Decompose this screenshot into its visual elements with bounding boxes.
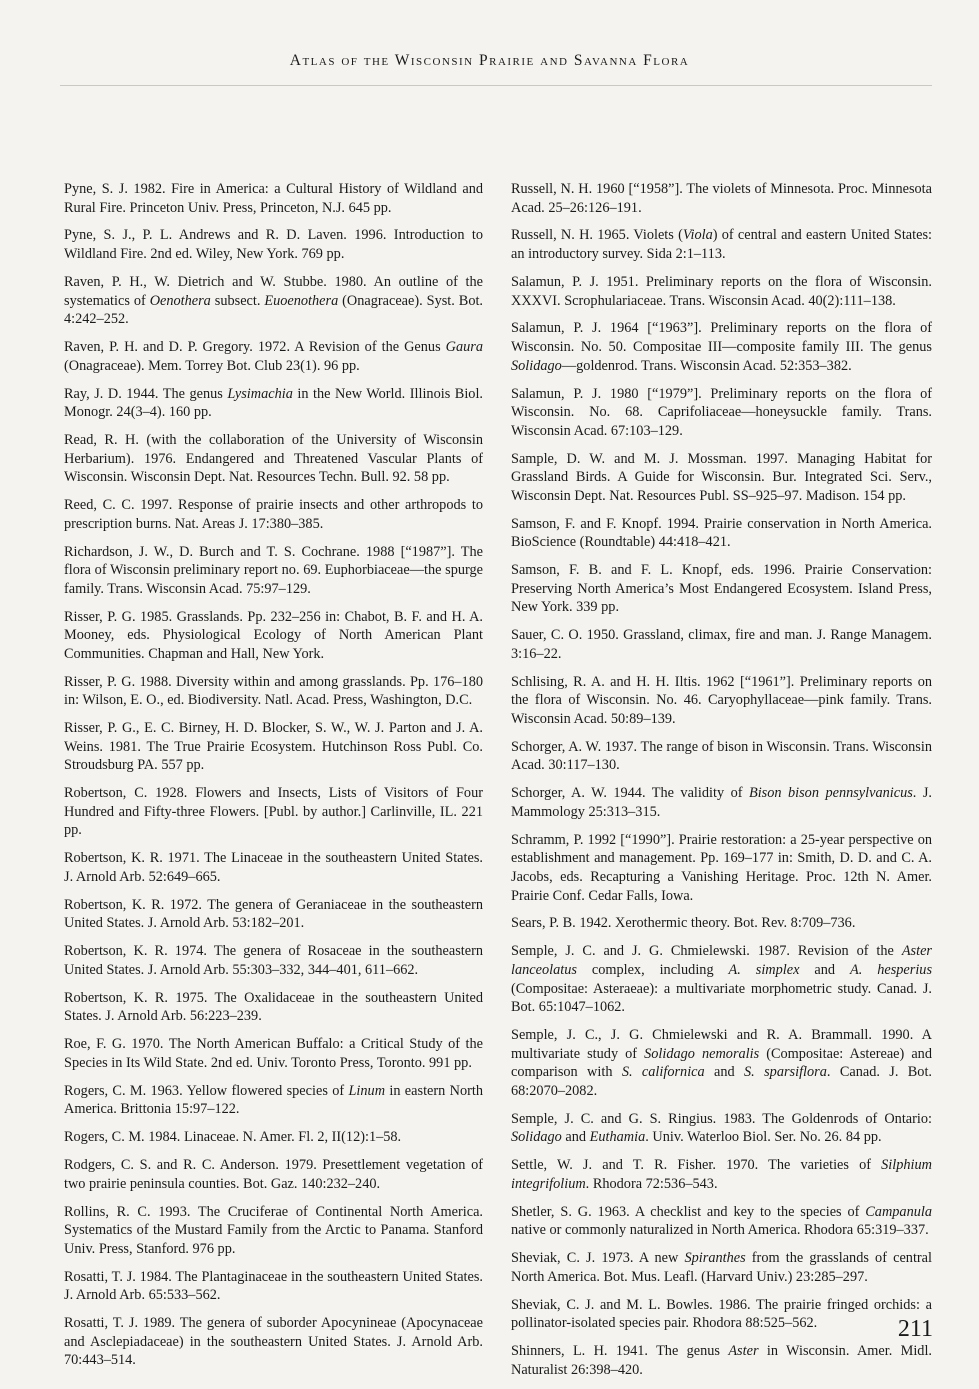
reference-entry [64,1156,483,1193]
reference-text: Schorger, A. W. 1937. The range of bison in Wisconsin. Trans. Wisconsin Acad. 30:117–130. [511,738,932,774]
references-left-column [64,180,483,1379]
reference-text: Rogers, C. M. 1984. Linaceae. N. Amer. Fl. 2, II(12):1–58. [64,1129,402,1146]
reference-entry [64,719,483,775]
reference-text: —goldenrod. Trans. Wisconsin Acad. 52:353–382. [561,357,852,374]
reference-entry [64,431,483,487]
reference-text: Roe, F. G. 1970. The North American Buffalo: a Critical Study of the Species in Its Wild State. 2nd ed. Univ. Toronto Press, Toronto. 991 pp. [64,1036,483,1071]
reference-entry [64,1203,483,1259]
reference-entry [64,989,483,1026]
reference-text: Sheviak, C. J. 1973. A new [511,1250,685,1267]
taxon-name: Aster [728,1343,759,1360]
taxon-name: Euthamia [589,1129,646,1146]
reference-entry [64,1035,483,1072]
reference-text: (Compositae: Astereae) and comparison with [511,1045,932,1081]
reference-text: Rosatti, T. J. 1984. The Plantaginaceae in the southeastern United States. J. Arnold Arb. 65:533–562. [64,1268,483,1304]
reference-text: Salamun, P. J. 1980 [“1979”]. Preliminary reports on the flora of Wisconsin. No. 68. Caprifoliaceae—honeysuckle family. Trans. Wisconsin Acad. 67:103–129. [511,385,932,439]
reference-text: and [799,961,850,978]
taxon-name: Spiranthes [684,1250,746,1267]
reference-text: in Wisconsin. Amer. Midl. Naturalist 26:398–420. [511,1343,932,1378]
reference-entry [511,1203,932,1240]
references-right-column [511,180,932,1389]
reference-text: Ray, J. D. 1944. The genus [64,385,228,402]
reference-text: Russell, N. H. 1965. Violets ( [511,227,683,244]
reference-text: Semple, J. C. and G. S. Ringius. 1983. The Goldenrods of Ontario: [511,1110,932,1127]
reference-text: Schramm, P. 1992 [“1990”]. Prairie restoration: a 25-year perspective on establishment and management. Pp. 169–177 in: Smith, D. D. and C. A. Jacobs, eds. Recapturing a Vanishing Heritage. Proc. 12th N. Amer. Prairie Conf. Cedar Falls, Iowa. [511,831,932,904]
reference-text: (Compositae: Asteraeae): a multivariate morphometric study. Canad. J. Bot. 65:1047–1062. [511,980,932,1016]
reference-text: subsect. [210,292,265,309]
reference-text: Pyne, S. J. 1982. Fire in America: a Cultural History of Wildland and Rural Fire. Princeton Univ. Press, Princeton, N.J. 645 pp. [64,181,483,216]
reference-entry [511,626,932,663]
reference-text: Schlising, R. A. and H. H. Iltis. 1962 [“1961”]. Preliminary reports on the flora of Wisconsin. No. 46. Caryophyllaceae—pink family. Trans. Wisconsin Acad. 50:89–139. [511,673,932,727]
reference-text: . Rhodora 72:536–543. [585,1175,718,1192]
taxon-name: Viola [682,227,713,244]
reference-entry [511,1342,932,1379]
reference-text: Robertson, C. 1928. Flowers and Insects, Lists of Visitors of Four Hundred and Fifty-three Flowers. [Publ. by author.] Carlinville, IL. 221 pp. [64,785,483,839]
reference-text: ) of central and eastern United States: an introductory survey. Sida 2:1–113. [511,227,932,263]
reference-entry [511,673,932,729]
taxon-name: S. californica [621,1064,705,1081]
reference-text: Salamun, P. J. 1951. Preliminary reports on the flora of Wisconsin. XXXVI. Scrophulariaceae. Trans. Wisconsin Acad. 40(2):111–138. [511,273,932,309]
reference-text: Rosatti, T. J. 1989. The genera of suborder Apocynineae (Apocynaceae and Asclepiadaceae) in the southeastern United States. J. Arnold Arb. 70:443–514. [64,1315,483,1369]
reference-text: Pyne, S. J., P. L. Andrews and R. D. Laven. 1996. Introduction to Wildland Fire. 2nd ed. Wiley, New York. 769 pp. [64,227,483,263]
taxon-name: Bison bison pennsylvanicus [748,785,913,802]
reference-text: Semple, J. C., J. G. Chmielewski and R. A. Brammall. 1990. A multivariate study of [511,1027,932,1062]
reference-text: (Onagraceae). Syst. Bot. 4:242–252. [64,292,484,328]
reference-entry [64,385,483,422]
reference-entry [511,784,932,821]
reference-entry [64,496,483,533]
reference-text: Raven, P. H. and D. P. Gregory. 1972. A Revision of the Genus [64,339,446,356]
reference-text: Salamun, P. J. 1964 [“1963”]. Preliminary reports on the flora of Wisconsin. No. 50. Compositae III—composite family III. The genus [511,320,932,356]
taxon-name: Euoenothera [264,292,339,309]
reference-text: Shinners, L. H. 1941. The genus [511,1343,729,1360]
reference-entry [64,1082,483,1119]
reference-text: complex, including [576,961,729,978]
taxon-name: Gaura [445,339,483,356]
taxon-name: Campanula [865,1203,932,1220]
reference-text: Semple, J. C. and J. G. Chmielewski. 1987. Revision of the [511,943,902,960]
reference-text: Samson, F. B. and F. L. Knopf, eds. 1996. Prairie Conservation: Preserving North America’s Most Endangered Ecosystem. Island Press, New York. 339 pp. [511,562,932,616]
reference-entry [511,385,932,441]
reference-entry [64,942,483,979]
reference-text: . J. Mammology 25:313–315. [511,785,932,820]
reference-text: Settle, W. J. and T. R. Fisher. 1970. The varieties of [511,1157,882,1174]
header-rule [60,85,932,86]
taxon-name: Lysimachia [227,385,293,402]
reference-text: Rollins, R. C. 1993. The Cruciferae of Continental North America. Systematics of the Mustard Family from the Arctic to Panama. Stanford Univ. Press, Stanford. 976 pp. [64,1203,483,1257]
reference-text: and [561,1129,590,1146]
reference-text: and [704,1064,745,1081]
reference-text: Risser, P. G. 1985. Grasslands. Pp. 232–256 in: Chabot, B. F. and H. A. Mooney, eds. Physiological Ecology of North American Plant Communities. Chapman and Hall, New York. [64,608,483,662]
reference-entry [511,319,932,375]
taxon-name: S. sparsiflora [744,1064,827,1081]
reference-text: (Onagraceae). Mem. Torrey Bot. Club 23(1). 96 pp. [64,357,360,374]
reference-text: Shetler, S. G. 1963. A checklist and key to the species of [511,1203,866,1220]
reference-entry [511,738,932,775]
reference-entry [511,1249,932,1286]
reference-text: . Univ. Waterloo Biol. Ser. No. 26. 84 pp. [645,1129,882,1146]
reference-entry [64,896,483,933]
reference-entry [64,180,483,217]
running-header: Atlas of the Wisconsin Prairie and Savanna Flora [289,52,690,69]
reference-text: Sears, P. B. 1942. Xerothermic theory. Bot. Rev. 8:709–736. [511,915,856,932]
reference-text: in eastern North America. Brittonia 15:97–122. [64,1082,483,1118]
reference-entry [511,1156,932,1193]
reference-entry [64,1314,483,1370]
reference-text: Reed, C. C. 1997. Response of prairie insects and other arthropods to prescription burns. Nat. Areas J. 17:380–385. [64,497,483,532]
reference-entry [64,338,483,375]
page-number: 211 [897,1316,933,1342]
taxon-name: Oenothera [149,292,211,309]
reference-entry [511,914,932,933]
taxon-name: Solidago [511,357,562,374]
reference-entry [64,226,483,263]
taxon-name: Solidago nemoralis [644,1045,760,1062]
reference-entry [511,1026,932,1100]
reference-text: Risser, P. G., E. C. Birney, H. D. Blocker, S. W., W. J. Parton and J. A. Weins. 1981. The True Prairie Ecosystem. Hutchinson Ross Publ. Co. Stroudsburg PA. 557 pp. [64,720,483,774]
reference-entry [511,273,932,310]
reference-entry [511,942,932,1016]
reference-text: Rodgers, C. S. and R. C. Anderson. 1979. Presettlement vegetation of two prairie peninsula counties. Bot. Gaz. 140:232–240. [64,1157,483,1192]
reference-entry [64,273,483,329]
taxon-name: Aster lanceolatus [511,943,932,978]
taxon-name: Silphium integrifolium [511,1157,932,1192]
reference-entry [511,831,932,905]
reference-text: Raven, P. H., W. Dietrich and W. Stubbe. 1980. An outline of the systematics of [64,273,483,309]
reference-entry [64,608,483,664]
reference-entry [511,180,932,217]
reference-entry [511,1296,932,1333]
reference-entry [511,1110,932,1147]
reference-text: Sauer, C. O. 1950. Grassland, climax, fire and man. J. Range Managem. 3:16–22. [511,627,932,662]
reference-entry [64,849,483,886]
reference-entry [64,543,483,599]
reference-text: native or commonly naturalized in North America. Rhodora 65:319–337. [511,1222,929,1239]
reference-text: . Canad. J. Bot. 68:2070–2082. [511,1064,933,1099]
reference-text: Robertson, K. R. 1974. The genera of Rosaceae in the southeastern United States. J. Arnold Arb. 55:303–332, 344–401, 611–662. [64,943,483,978]
reference-text: Rogers, C. M. 1963. Yellow flowered species of [64,1082,349,1099]
reference-text: Samson, F. and F. Knopf. 1994. Prairie conservation in North America. BioScience (Roundtable) 44:418–421. [511,515,932,551]
taxon-name: Linum [348,1082,386,1099]
reference-text: Schorger, A. W. 1944. The validity of [511,785,749,802]
reference-text: Robertson, K. R. 1972. The genera of Geraniaceae in the southeastern United States. J. Arnold Arb. 53:182–201. [64,896,483,932]
reference-text: Richardson, J. W., D. Burch and T. S. Cochrane. 1988 [“1987”]. The flora of Wisconsin preliminary report no. 69. Euphorbiaceae—the spurge family. Trans. Wisconsin Acad. 75:97–129. [64,543,483,597]
reference-entry [64,673,483,710]
reference-text: Robertson, K. R. 1971. The Linaceae in the southeastern United States. J. Arnold Arb. 52:649–665. [64,850,483,885]
reference-text: Sheviak, C. J. and M. L. Bowles. 1986. The prairie fringed orchids: a pollinator-isolated species pair. Rhodora 88:525–562. [511,1296,932,1332]
taxon-name: A. simplex [728,961,800,978]
reference-entry [511,226,932,263]
reference-text: Read, R. H. (with the collaboration of the University of Wisconsin Herbarium). 1976. Endangered and Threatened Vascular Plants of Wisconsin. Wisconsin Dept. Nat. Resources Techn. Bull. 92. 58 pp. [64,432,483,486]
reference-entry [511,515,932,552]
reference-text: Russell, N. H. 1960 [“1958”]. The violets of Minnesota. Proc. Minnesota Acad. 25–26:126–191. [511,181,932,216]
reference-text: Risser, P. G. 1988. Diversity within and among grasslands. Pp. 176–180 in: Wilson, E. O., ed. Biodiversity. Natl. Acad. Press, Washington, D.C. [64,673,483,709]
reference-text: in the New World. Illinois Biol. Monogr. 24(3–4). 160 pp. [64,385,483,421]
taxon-name: A. hesperius [849,961,933,978]
reference-text: Sample, D. W. and M. J. Mossman. 1997. Managing Habitat for Grassland Birds. A Guide for Wisconsin. Bur. Integrated Sci. Serv., Wisconsin Dept. Nat. Resources Publ. SS–925–97. Madison. 154 pp. [511,450,932,504]
reference-entry [511,561,932,617]
reference-entry [511,450,932,506]
reference-entry [64,784,483,840]
reference-text: from the grasslands of central North America. Bot. Mus. Leafl. (Harvard Univ.) 23:285–297. [511,1250,932,1285]
reference-entry [64,1268,483,1305]
reference-text: Robertson, K. R. 1975. The Oxalidaceae in the southeastern United States. J. Arnold Arb. 56:223–239. [64,989,483,1025]
taxon-name: Solidago [511,1129,562,1146]
reference-entry [64,1128,483,1147]
